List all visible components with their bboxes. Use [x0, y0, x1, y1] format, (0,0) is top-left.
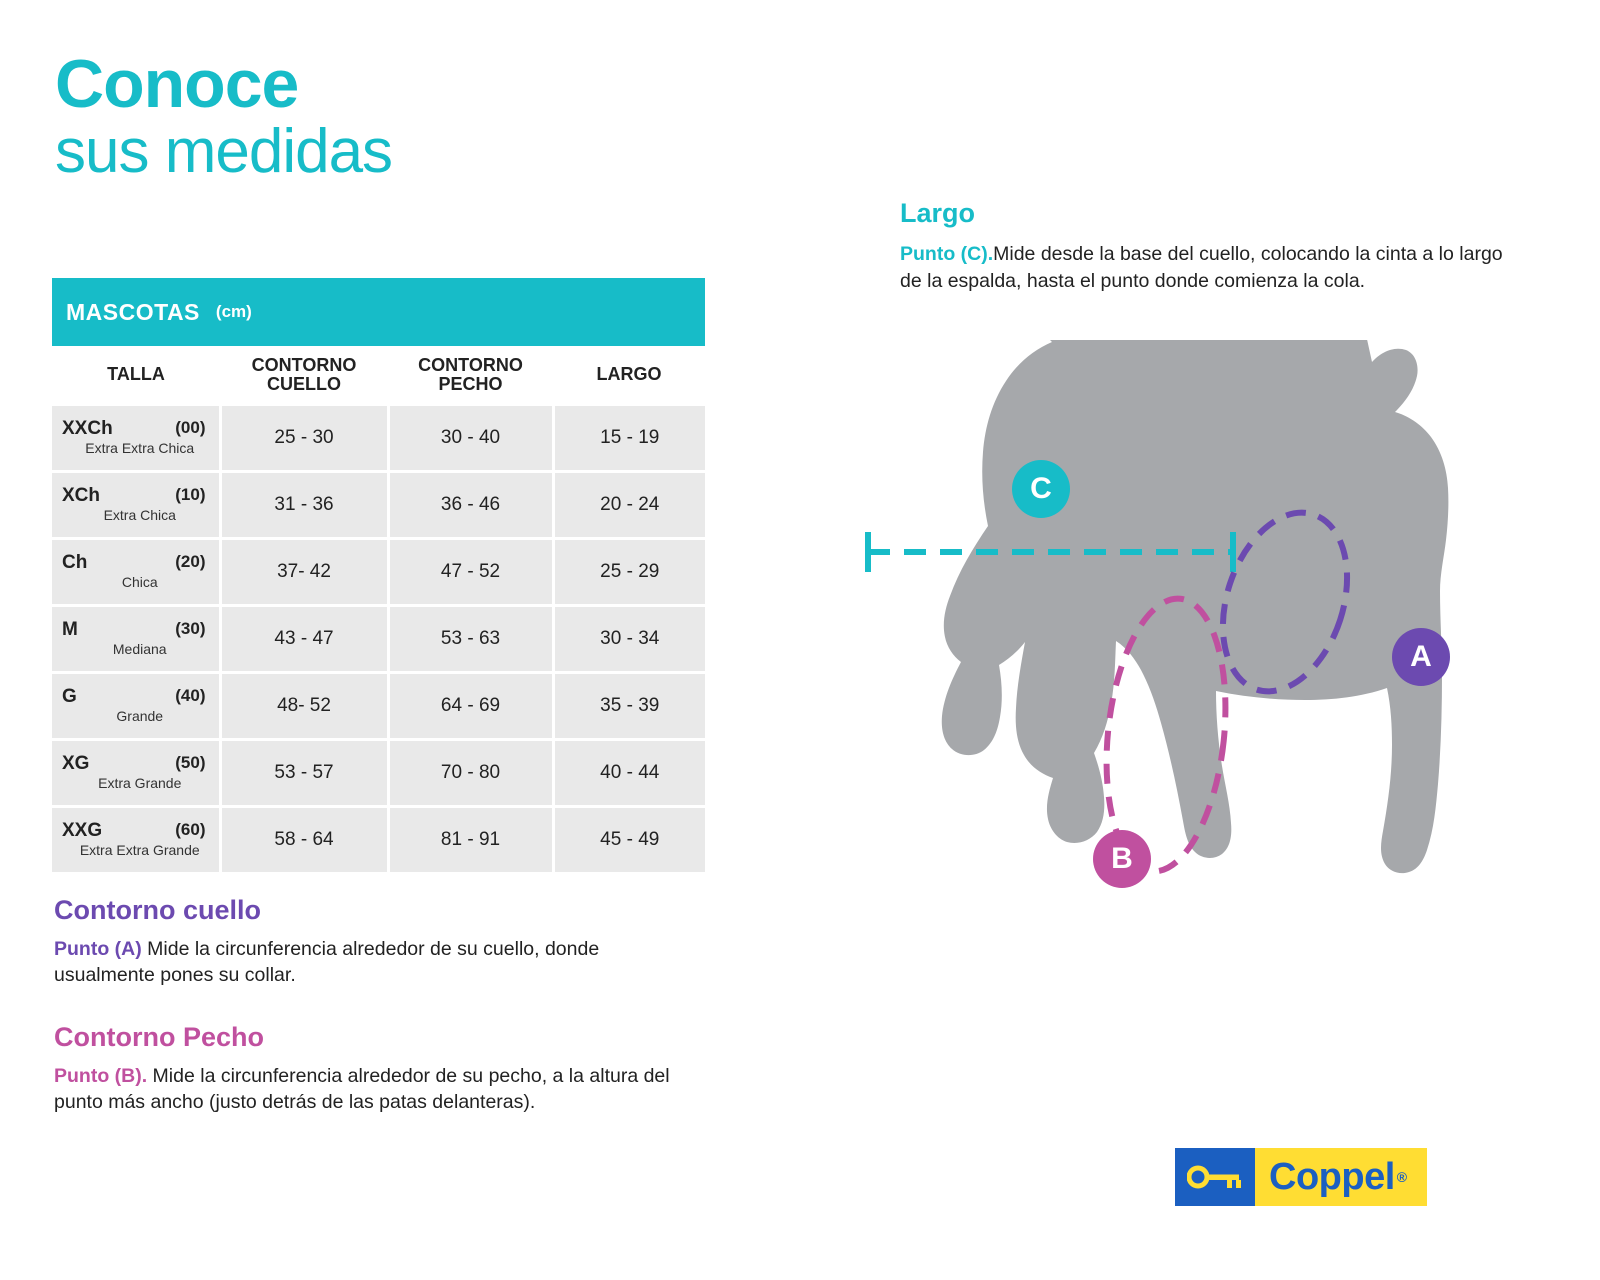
size-code: (10) — [175, 485, 206, 505]
length-text — [900, 241, 1510, 295]
chest-heading: Contorno Pecho — [54, 1022, 264, 1052]
size-code: (60) — [175, 820, 206, 840]
size-abbr: G — [62, 686, 77, 708]
size-full: Grande — [116, 708, 164, 725]
cell-cuello: 25 - 30 — [220, 406, 388, 472]
neck-heading: Contorno cuello — [54, 895, 261, 925]
table-header-row — [52, 346, 705, 406]
size-abbr: M — [62, 619, 78, 641]
size-full: Mediana — [112, 641, 167, 658]
badge-a: A — [1392, 628, 1450, 686]
col-head-cuello-l1: CONTORNO — [251, 355, 357, 375]
logo-text: Coppel — [1269, 1155, 1395, 1198]
row-size-xxg — [52, 806, 220, 872]
size-abbr: XCh — [62, 485, 100, 507]
col-head-contorno-pecho — [388, 346, 553, 406]
badge-b: B — [1093, 830, 1151, 888]
cell-pecho: 64 - 69 — [388, 672, 553, 739]
cell-cuello: 31 - 36 — [220, 471, 388, 538]
key-icon — [1175, 1148, 1255, 1206]
col-head-pecho-l1: CONTORNO — [418, 355, 523, 375]
chest-description — [54, 1022, 694, 1116]
table-header-band — [52, 278, 705, 346]
table-row — [52, 806, 705, 872]
chest-point-label: Punto (B). — [54, 1065, 148, 1087]
dog-illustration — [760, 340, 1560, 1100]
key-icon-svg — [1187, 1164, 1243, 1190]
dog-svg — [760, 340, 1560, 1100]
col-head-talla — [52, 346, 220, 406]
cell-cuello: 37- 42 — [220, 538, 388, 605]
neck-description — [54, 895, 694, 989]
table-row — [52, 739, 705, 806]
cell-largo: 35 - 39 — [553, 672, 705, 739]
cell-largo: 20 - 24 — [553, 471, 705, 538]
cell-largo: 45 - 49 — [553, 806, 705, 872]
page-title-line2: sus medidas — [55, 116, 393, 186]
row-size-xg — [52, 739, 220, 806]
length-point-label: Punto (C). — [900, 243, 994, 265]
cell-largo: 30 - 34 — [553, 605, 705, 672]
table-row — [52, 406, 705, 472]
length-description — [900, 198, 1510, 295]
neck-point-label: Punto (A) — [54, 938, 142, 960]
size-code: (20) — [175, 552, 206, 572]
page-title-line1: Conoce — [55, 46, 299, 122]
coppel-logo — [1175, 1148, 1427, 1206]
table-row — [52, 471, 705, 538]
table-band-unit: (cm) — [215, 302, 252, 321]
sizes-table — [52, 346, 705, 872]
cell-largo: 15 - 19 — [553, 406, 705, 472]
row-size-g — [52, 672, 220, 739]
col-head-talla-l1: TALLA — [107, 364, 165, 385]
cell-pecho: 70 - 80 — [388, 739, 553, 806]
size-abbr: XG — [62, 753, 90, 775]
cell-pecho: 36 - 46 — [388, 471, 553, 538]
table-row — [52, 605, 705, 672]
cell-cuello: 43 - 47 — [220, 605, 388, 672]
size-table — [52, 278, 705, 872]
row-size-ch — [52, 538, 220, 605]
row-size-m — [52, 605, 220, 672]
cell-largo: 40 - 44 — [553, 739, 705, 806]
cell-pecho: 47 - 52 — [388, 538, 553, 605]
neck-text — [54, 936, 694, 989]
size-full: Chica — [121, 574, 158, 591]
cell-pecho: 53 - 63 — [388, 605, 553, 672]
page-title — [55, 46, 393, 186]
size-abbr: Ch — [62, 552, 88, 574]
size-full: Extra Extra Chica — [85, 440, 195, 457]
col-head-pecho-l2: PECHO — [438, 373, 503, 394]
size-abbr: XXCh — [62, 418, 113, 440]
size-code: (00) — [175, 418, 206, 438]
table-row — [52, 538, 705, 605]
chest-text — [54, 1063, 694, 1116]
size-code: (50) — [175, 753, 206, 773]
cell-cuello: 58 - 64 — [220, 806, 388, 872]
logo-wordmark — [1255, 1148, 1427, 1206]
cell-pecho: 30 - 40 — [388, 406, 553, 472]
col-head-contorno-cuello — [220, 346, 388, 406]
row-size-xxch — [52, 406, 220, 472]
col-head-largo-l1: LARGO — [596, 364, 662, 385]
row-size-xch — [52, 471, 220, 538]
chest-body: Mide la circunferencia alrededor de su pecho, a la altura del punto más ancho (justo detrás de las patas delanteras). — [54, 1065, 670, 1114]
logo-registered-mark: ® — [1396, 1169, 1408, 1185]
length-body: Mide desde la base del cuello, colocando la cinta a lo largo de la espalda, hasta el punto donde comienza la cola. — [900, 243, 1503, 292]
size-code: (30) — [175, 619, 206, 639]
cell-pecho: 81 - 91 — [388, 806, 553, 872]
cell-cuello: 48- 52 — [220, 672, 388, 739]
size-full: Extra Grande — [98, 775, 182, 792]
cell-largo: 25 - 29 — [553, 538, 705, 605]
neck-body: Mide la circunferencia alrededor de su cuello, donde usualmente pones su collar. — [54, 938, 600, 987]
cell-cuello: 53 - 57 — [220, 739, 388, 806]
size-full: Extra Extra Grande — [79, 842, 200, 859]
size-full: Extra Chica — [103, 507, 176, 524]
badge-c: C — [1012, 460, 1070, 518]
size-code: (40) — [175, 686, 206, 706]
col-head-largo — [553, 346, 705, 406]
table-band-title: MASCOTAS — [66, 298, 200, 325]
size-abbr: XXG — [62, 820, 103, 842]
table-row — [52, 672, 705, 739]
length-heading: Largo — [900, 198, 976, 228]
col-head-cuello-l2: CUELLO — [267, 373, 341, 394]
